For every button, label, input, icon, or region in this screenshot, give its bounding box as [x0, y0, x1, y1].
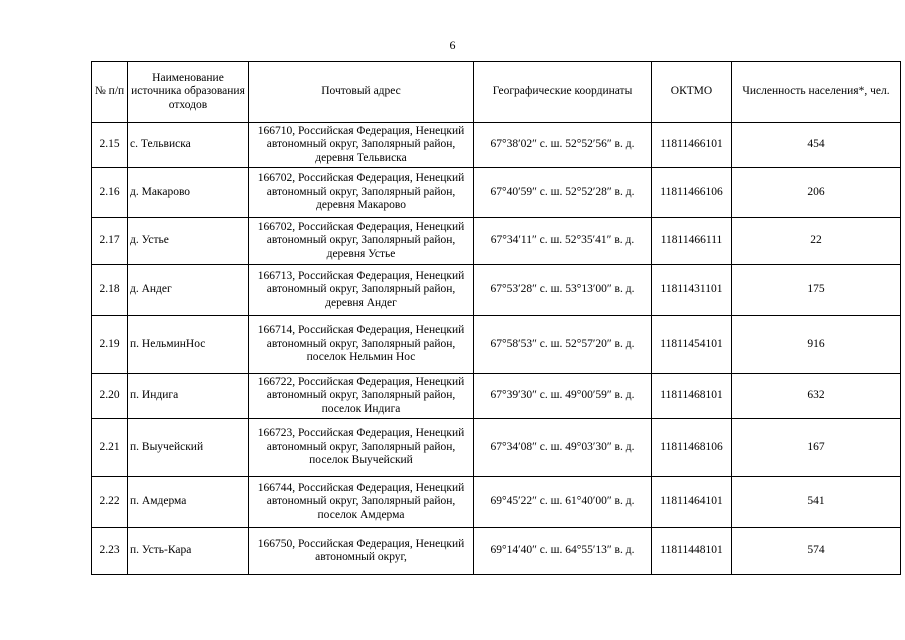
table-row	[92, 374, 901, 419]
table-row	[92, 419, 901, 477]
cell-num: 2.15	[92, 123, 128, 168]
cell-num: 2.23	[92, 528, 128, 575]
cell-population: 632	[732, 374, 901, 419]
header-address: Почтовый адрес	[249, 62, 474, 123]
header-oktmo: ОКТМО	[652, 62, 732, 123]
cell-oktmo: 11811448101	[652, 528, 732, 575]
header-coords: Географические координаты	[474, 62, 652, 123]
cell-num: 2.16	[92, 168, 128, 218]
table-row	[92, 218, 901, 265]
cell-num: 2.19	[92, 316, 128, 374]
cell-address: 166744, Российская Федерация, Ненецкий автономный округ, Заполярный район, поселок Амдерма	[249, 477, 474, 528]
header-num: № п/п	[92, 62, 128, 123]
cell-name: д. Устье	[128, 218, 249, 265]
cell-num: 2.20	[92, 374, 128, 419]
cell-name: п. Индига	[128, 374, 249, 419]
cell-population: 574	[732, 528, 901, 575]
header-population: Численность населения*, чел.	[732, 62, 901, 123]
cell-address: 166714, Российская Федерация, Ненецкий автономный округ, Заполярный район, поселок Нельмин Нос	[249, 316, 474, 374]
cell-population: 206	[732, 168, 901, 218]
cell-address: 166723, Российская Федерация, Ненецкий автономный округ, Заполярный район, поселок Выучейский	[249, 419, 474, 477]
cell-coords: 67°40′59″ с. ш. 52°52′28″ в. д.	[474, 168, 652, 218]
cell-address: 166710, Российская Федерация, Ненецкий автономный округ, Заполярный район, деревня Тельвиска	[249, 123, 474, 168]
cell-population: 22	[732, 218, 901, 265]
cell-population: 541	[732, 477, 901, 528]
cell-num: 2.21	[92, 419, 128, 477]
page-number: 6	[449, 38, 456, 52]
cell-coords: 69°45′22″ с. ш. 61°40′00″ в. д.	[474, 477, 652, 528]
cell-num: 2.22	[92, 477, 128, 528]
cell-oktmo: 11811464101	[652, 477, 732, 528]
cell-address: 166702, Российская Федерация, Ненецкий автономный округ, Заполярный район, деревня Макарово	[249, 168, 474, 218]
cell-oktmo: 11811466101	[652, 123, 732, 168]
table-row	[92, 123, 901, 168]
table-row	[92, 316, 901, 374]
cell-coords: 67°53′28″ с. ш. 53°13′00″ в. д.	[474, 265, 652, 316]
cell-address: 166722, Российская Федерация, Ненецкий автономный округ, Заполярный район, поселок Индига	[249, 374, 474, 419]
cell-oktmo: 11811468106	[652, 419, 732, 477]
table-row	[92, 477, 901, 528]
cell-population: 916	[732, 316, 901, 374]
cell-oktmo: 11811468101	[652, 374, 732, 419]
cell-population: 167	[732, 419, 901, 477]
cell-coords: 67°34′08″ с. ш. 49°03′30″ в. д.	[474, 419, 652, 477]
cell-name: д. Андег	[128, 265, 249, 316]
cell-name: с. Тельвиска	[128, 123, 249, 168]
cell-coords: 69°14′40″ с. ш. 64°55′13″ в. д.	[474, 528, 652, 575]
cell-address: 166702, Российская Федерация, Ненецкий автономный округ, Заполярный район, деревня Устье	[249, 218, 474, 265]
cell-population: 175	[732, 265, 901, 316]
settlements-table	[91, 61, 901, 575]
cell-oktmo: 11811431101	[652, 265, 732, 316]
cell-num: 2.17	[92, 218, 128, 265]
cell-name: п. НельминНос	[128, 316, 249, 374]
cell-name: п. Амдерма	[128, 477, 249, 528]
cell-population: 454	[732, 123, 901, 168]
table-row	[92, 168, 901, 218]
table-row	[92, 265, 901, 316]
cell-oktmo: 11811466111	[652, 218, 732, 265]
cell-coords: 67°38′02″ с. ш. 52°52′56″ в. д.	[474, 123, 652, 168]
cell-num: 2.18	[92, 265, 128, 316]
cell-coords: 67°39′30″ с. ш. 49°00′59″ в. д.	[474, 374, 652, 419]
cell-name: п. Усть-Кара	[128, 528, 249, 575]
cell-address: 166713, Российская Федерация, Ненецкий автономный округ, Заполярный район, деревня Андег	[249, 265, 474, 316]
cell-name: д. Макарово	[128, 168, 249, 218]
header-row	[92, 62, 901, 123]
cell-coords: 67°34′11″ с. ш. 52°35′41″ в. д.	[474, 218, 652, 265]
cell-name: п. Выучейский	[128, 419, 249, 477]
cell-address: 166750, Российская Федерация, Ненецкий автономный округ,	[249, 528, 474, 575]
cell-oktmo: 11811466106	[652, 168, 732, 218]
cell-oktmo: 11811454101	[652, 316, 732, 374]
header-name: Наименование источника образования отходов	[128, 62, 249, 123]
cell-coords: 67°58′53″ с. ш. 52°57′20″ в. д.	[474, 316, 652, 374]
table-row	[92, 528, 901, 575]
